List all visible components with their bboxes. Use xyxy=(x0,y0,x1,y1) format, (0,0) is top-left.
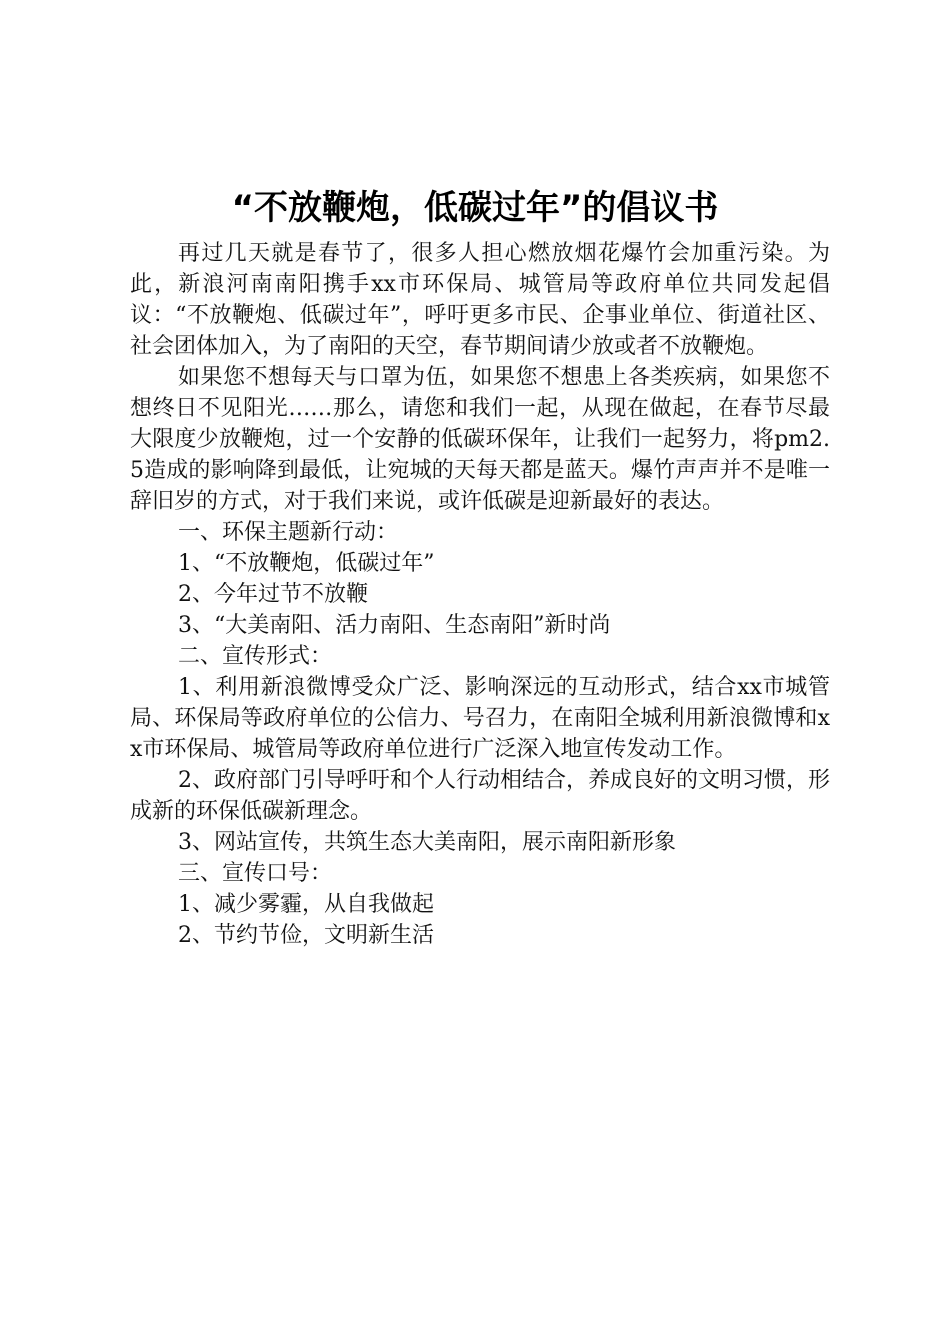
action-item: 2、今年过节不放鞭 xyxy=(178,582,368,607)
document-body xyxy=(130,238,830,951)
section-heading-slogans: 三、宣传口号： xyxy=(178,861,333,886)
publicity-item: 1、利用新浪微博受众广泛、影响深远的互动形式，结合xx市城管局、环保局等政府单位的公信力、号召力，在南阳全城利用新浪微博和xx市环保局、城管局等政府单位进行广泛深入地宣传发动工作。 xyxy=(130,675,830,762)
appeal-paragraph: 如果您不想每天与口罩为伍，如果您不想患上各类疾病，如果您不想终日不见阳光……那么，请您和我们一起，从现在做起，在春节尽最大限度少放鞭炮，过一个安静的低碳环保年，让我们一起努力，将pm2.5造成的影响降到最低，让宛城的天每天都是蓝天。爆竹声声并不是唯一辞旧岁的方式，对于我们来说，或许低碳是迎新最好的表达。 xyxy=(130,365,830,514)
action-item: 1、“不放鞭炮，低碳过年” xyxy=(178,551,435,576)
intro-paragraph: 再过几天就是春节了，很多人担心燃放烟花爆竹会加重污染。为此，新浪河南南阳携手xx市环保局、城管局等政府单位共同发起倡议：“不放鞭炮、低碳过年”，呼吁更多市民、企事业单位、街道社区、社会团体加入，为了南阳的天空，春节期间请少放或者不放鞭炮。 xyxy=(130,241,830,359)
publicity-item: 3、网站宣传，共筑生态大美南阳，展示南阳新形象 xyxy=(178,830,676,855)
section-heading-publicity: 二、宣传形式： xyxy=(178,644,333,669)
section-heading-actions: 一、环保主题新行动： xyxy=(178,520,399,545)
publicity-item: 2、政府部门引导呼吁和个人行动相结合，养成良好的文明习惯，形成新的环保低碳新理念。 xyxy=(130,768,830,824)
document-title: “不放鞭炮，低碳过年”的倡议书 xyxy=(231,188,719,228)
slogan-item: 2、节约节俭，文明新生活 xyxy=(178,923,434,948)
action-item: 3、“大美南阳、活力南阳、生态南阳”新时尚 xyxy=(178,613,611,638)
slogan-item: 1、减少雾霾，从自我做起 xyxy=(178,892,434,917)
